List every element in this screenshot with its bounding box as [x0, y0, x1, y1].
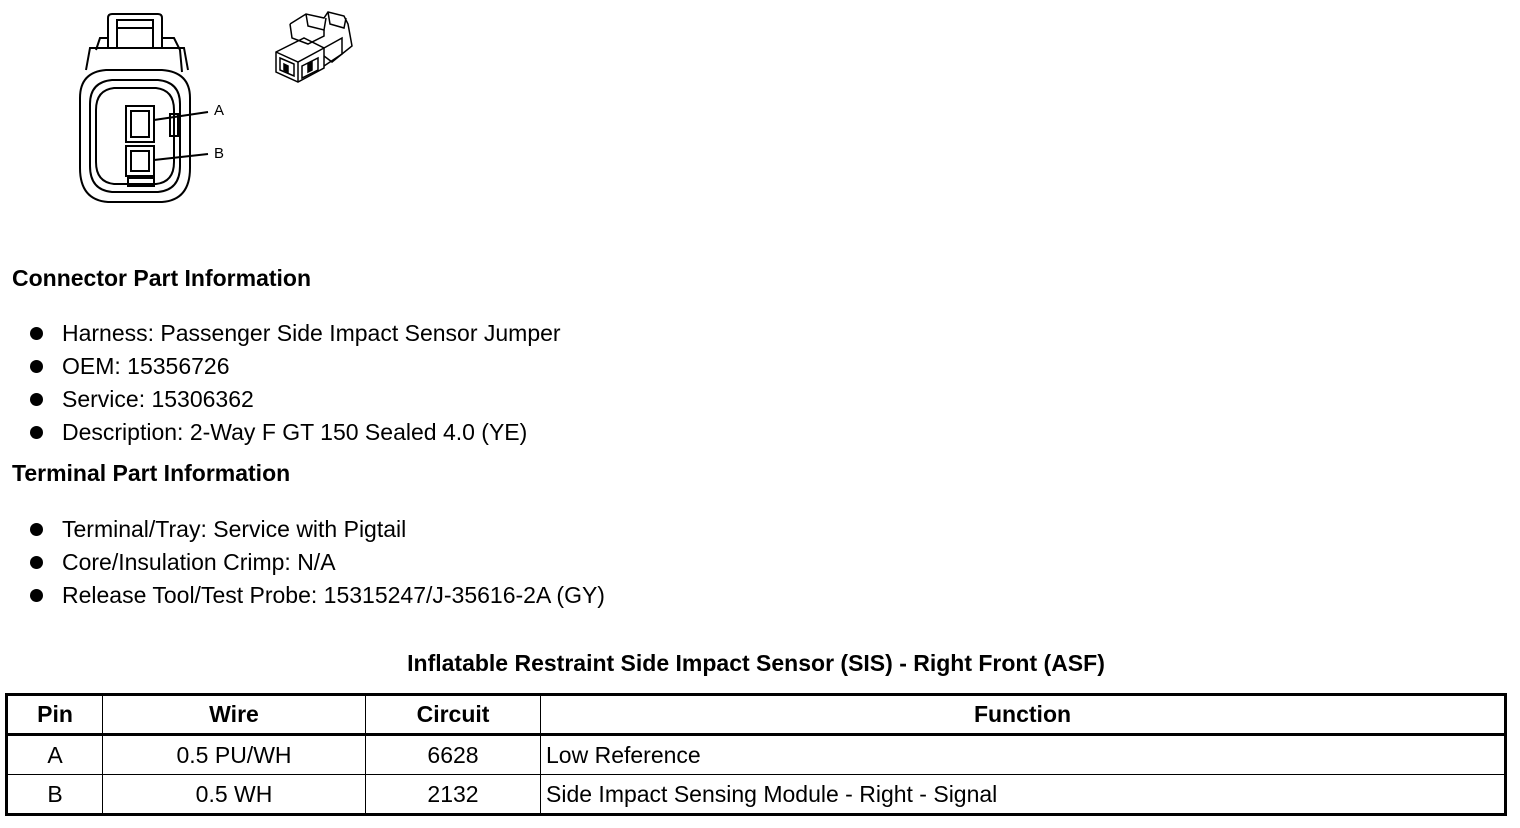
release-tool-text: Release Tool/Test Probe: 15315247/J-35616-2A (GY) [62, 582, 605, 608]
connector-isometric-view [268, 8, 364, 90]
pin-cell: B [7, 775, 103, 815]
pinout-table-title: Inflatable Restraint Side Impact Sensor (SIS) - Right Front (ASF) [407, 650, 1105, 676]
column-header-function: Function [541, 695, 1506, 735]
function-cell: Low Reference [541, 735, 1506, 775]
bullet-icon [30, 523, 43, 536]
column-header-circuit: Circuit [366, 695, 541, 735]
bullet-icon [30, 327, 43, 340]
table-row [7, 775, 1506, 815]
function-cell: Side Impact Sensing Module - Right - Signal [541, 775, 1506, 815]
bullet-icon [30, 556, 43, 569]
terminal-info-heading: Terminal Part Information [12, 460, 291, 486]
table-row [7, 735, 1506, 775]
crimp-text: Core/Insulation Crimp: N/A [62, 549, 336, 575]
column-header-pin: Pin [7, 695, 103, 735]
pin-cell: A [7, 735, 103, 775]
circuit-cell: 2132 [366, 775, 541, 815]
service-text: Service: 15306362 [62, 386, 254, 412]
wire-cell: 0.5 WH [103, 775, 366, 815]
bullet-icon [30, 589, 43, 602]
pinout-table [5, 693, 1507, 816]
bullet-icon [30, 360, 43, 373]
column-header-wire: Wire [103, 695, 366, 735]
bullet-icon [30, 393, 43, 406]
table-header-row [7, 695, 1506, 735]
description-text: Description: 2-Way F GT 150 Sealed 4.0 (YE) [62, 419, 528, 445]
wire-cell: 0.5 PU/WH [103, 735, 366, 775]
circuit-cell: 6628 [366, 735, 541, 775]
harness-text: Harness: Passenger Side Impact Sensor Jumper [62, 320, 561, 346]
terminal-tray-text: Terminal/Tray: Service with Pigtail [62, 516, 407, 542]
connector-info-heading: Connector Part Information [12, 265, 312, 291]
pin-label-a: A [214, 102, 225, 119]
oem-text: OEM: 15356726 [62, 353, 230, 379]
pin-label-b: B [214, 145, 225, 162]
bullet-icon [30, 426, 43, 439]
